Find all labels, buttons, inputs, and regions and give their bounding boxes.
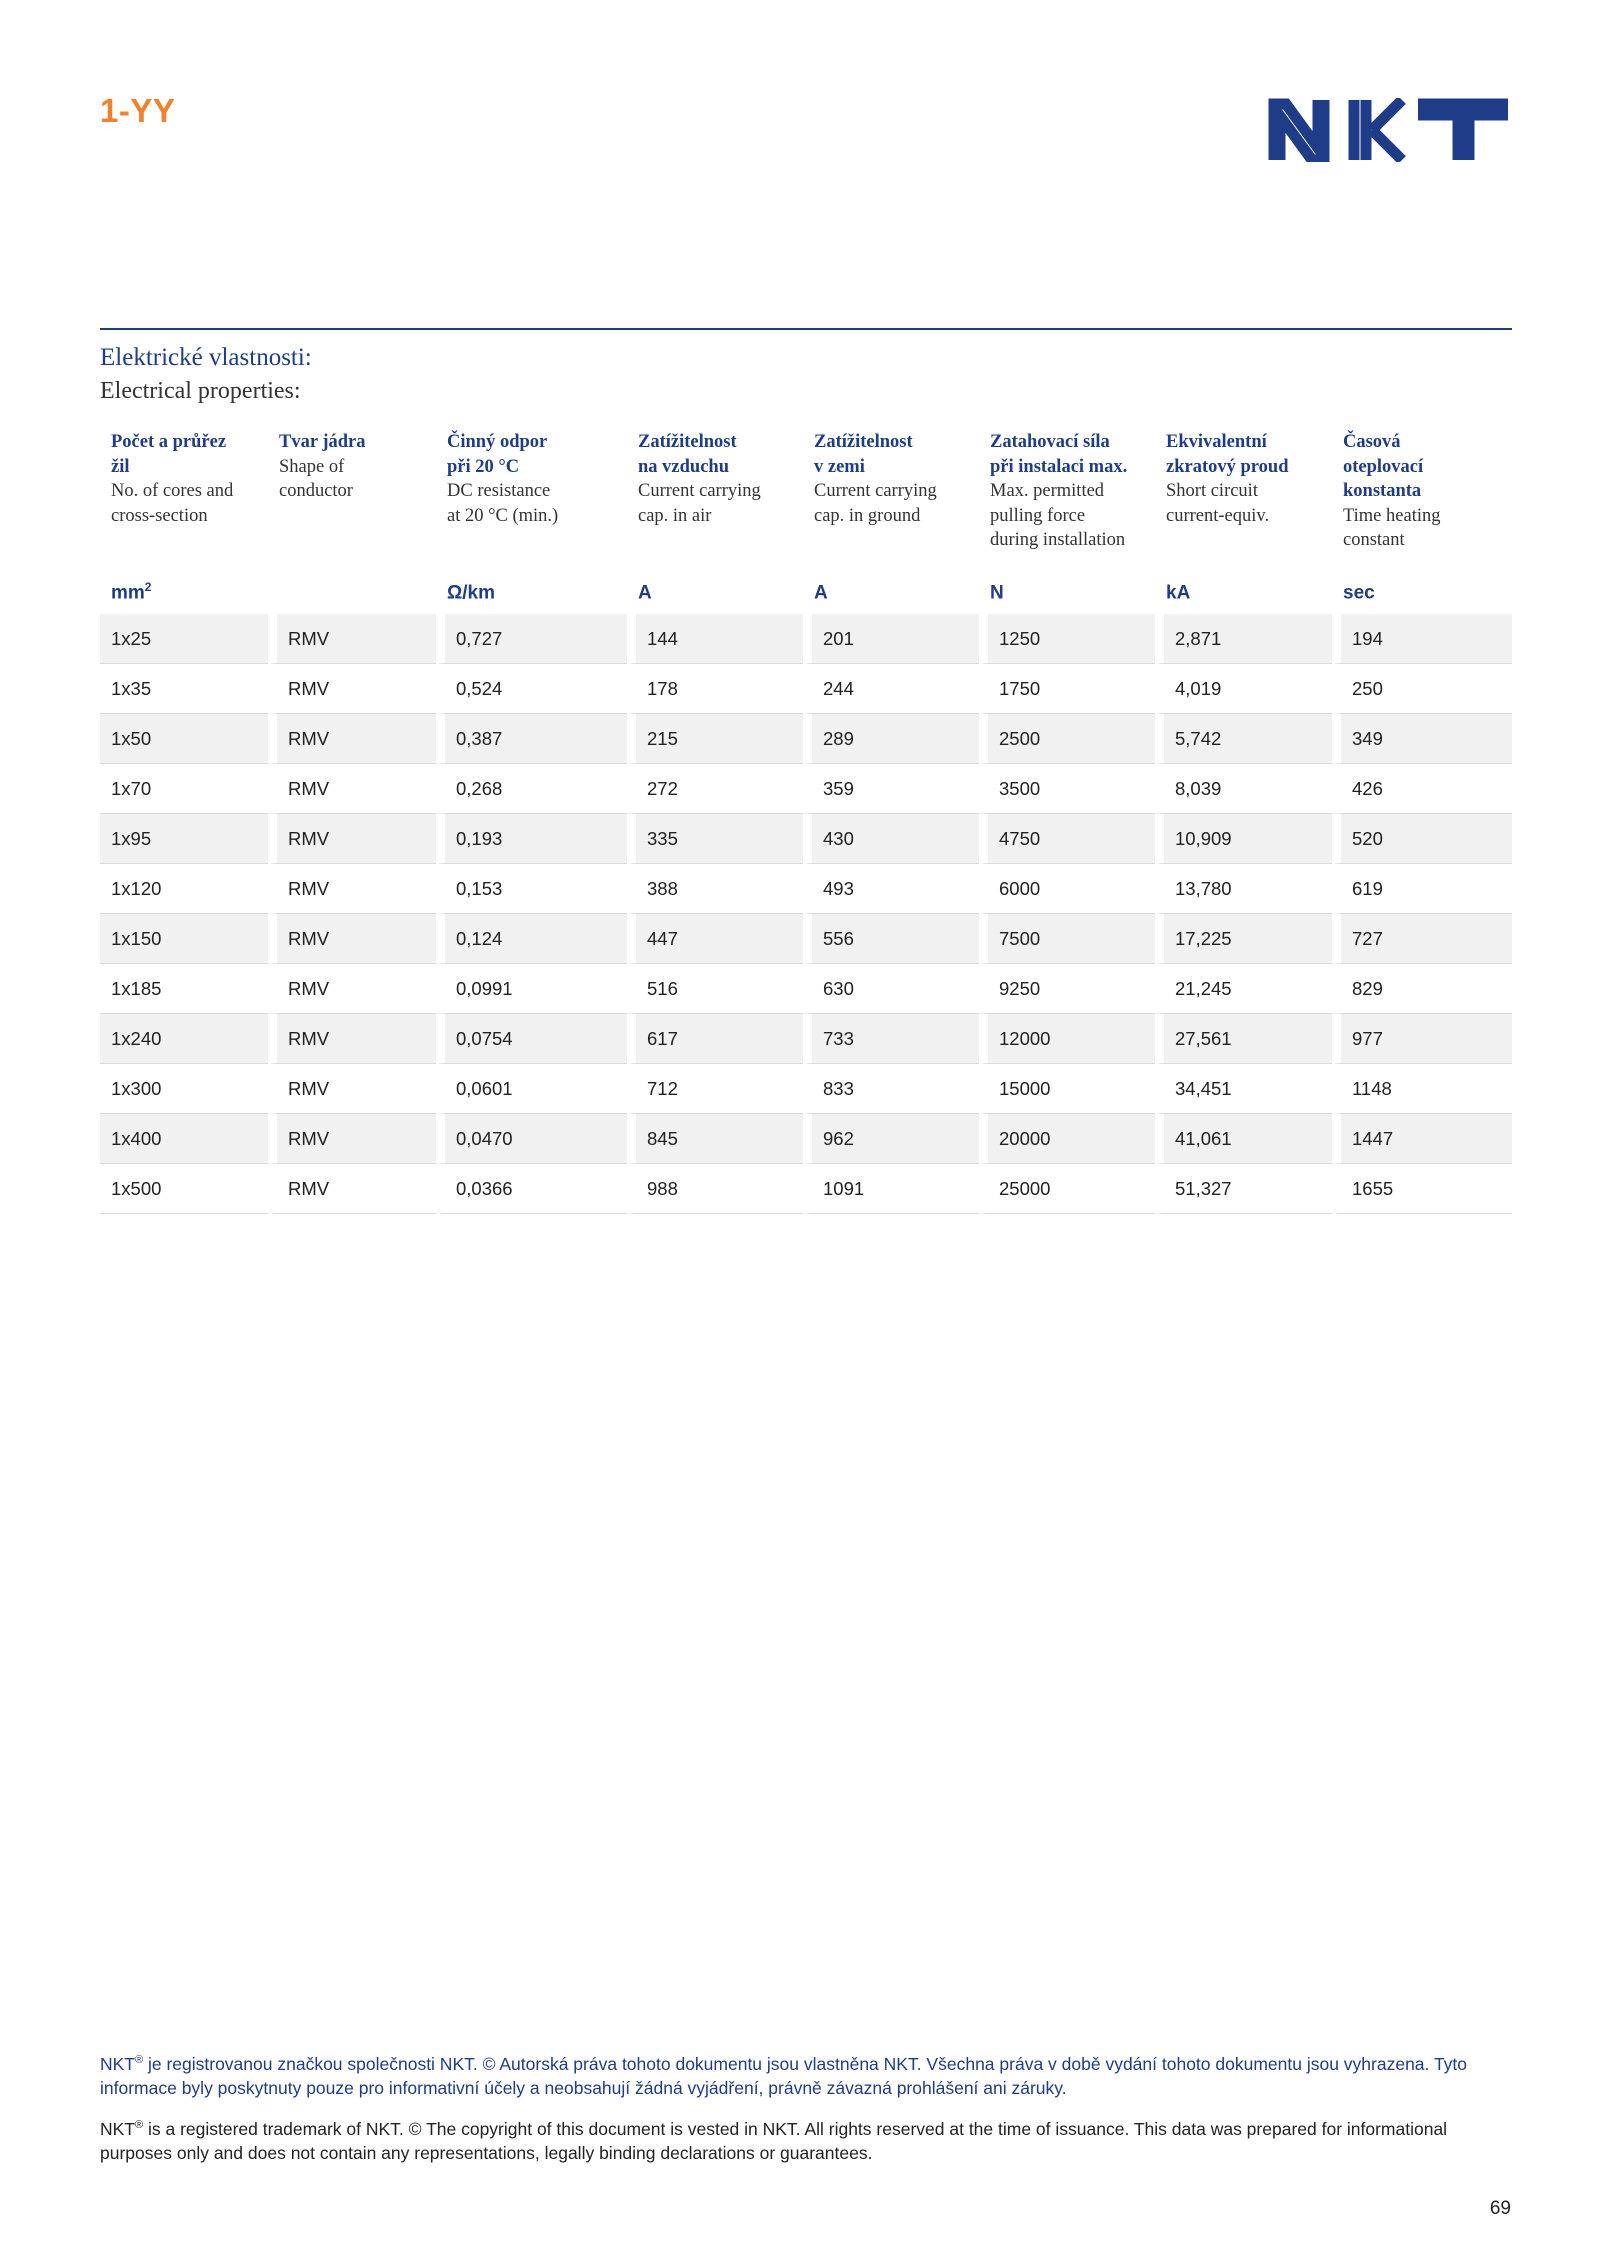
table-cell: 4750 [979,814,1155,864]
table-cell: 1x300 [100,1064,268,1114]
table-cell: 349 [1332,714,1512,764]
header-row [100,430,1512,558]
column-unit [268,558,436,614]
table-cell: 630 [803,964,979,1014]
column-header-cs-line: v zemi [814,456,865,477]
table-cell: 0,0470 [436,1114,627,1164]
table-cell: RMV [268,914,436,964]
table-cell: 1x70 [100,764,268,814]
table-cell: 5,742 [1155,714,1332,764]
column-header [627,430,803,558]
table-cell: RMV [268,664,436,714]
table-cell: 1x500 [100,1164,268,1214]
column-header-cs-line: Činný odpor [447,432,548,452]
table-cell: 0,124 [436,914,627,964]
table-cell: RMV [268,1114,436,1164]
table-cell: 1750 [979,664,1155,714]
column-header-en-line: Max. permitted [990,481,1105,501]
table-cell: 27,561 [1155,1014,1332,1064]
unit-label: sec [1343,582,1375,603]
footer-disclaimer-cs [100,2048,1500,2100]
column-unit [436,558,627,614]
column-header-en-line: Shape of [279,456,345,477]
table-cell: 727 [1332,914,1512,964]
column-header-en-line: pulling force [990,505,1086,526]
column-header-cs-line: Ekvivalentní [1166,432,1267,452]
table-cell: 21,245 [1155,964,1332,1014]
table-cell: RMV [268,1064,436,1114]
table-cell: 1x400 [100,1114,268,1164]
table-cell: 0,153 [436,864,627,914]
table-cell: 215 [627,714,803,764]
table-cell: 0,268 [436,764,627,814]
column-header [1155,430,1332,558]
table-cell: 2500 [979,714,1155,764]
table-cell: 51,327 [1155,1164,1332,1214]
table-cell: 0,0754 [436,1014,627,1064]
unit-label: A [814,582,828,603]
table-cell: 426 [1332,764,1512,814]
table-cell: 1x120 [100,864,268,914]
table-cell: RMV [268,964,436,1014]
table-cell: 556 [803,914,979,964]
footer-brand-en: NKT [100,2118,135,2139]
table-cell: 430 [803,814,979,864]
table-cell: 977 [1332,1014,1512,1064]
table-cell: 15000 [979,1064,1155,1114]
table-row [100,1064,1512,1114]
column-header-en-line: current-equiv. [1166,505,1270,526]
unit-label: Ω/km [447,582,495,603]
table-cell: 1x50 [100,714,268,764]
table-cell: 1x95 [100,814,268,864]
table-row [100,864,1512,914]
column-header-en-line: conductor [279,481,353,501]
registered-mark-cs: ® [135,2054,144,2066]
table-cell: 1250 [979,614,1155,664]
column-header-cs-line: Časová [1343,432,1401,452]
column-header-cs-line: Tvar jádra [279,432,366,452]
column-header-en-line: Current carrying [814,481,937,501]
unit-label: N [990,582,1004,603]
table-cell: 0,727 [436,614,627,664]
table-row [100,1164,1512,1214]
table-cell: 17,225 [1155,914,1332,964]
table-cell: 516 [627,964,803,1014]
column-header-cs-line: Zatížitelnost [638,432,737,452]
table-cell: 10,909 [1155,814,1332,864]
column-header-en-line: cap. in air [638,505,712,526]
column-header [1332,430,1512,558]
table-cell: 617 [627,1014,803,1064]
column-header-en-line: DC resistance [447,481,551,501]
unit-label: kA [1166,582,1191,603]
table-cell: 493 [803,864,979,914]
column-header-en-line: cap. in ground [814,505,921,526]
column-header [979,430,1155,558]
column-header-en-line: cross-section [111,505,208,526]
table-row [100,714,1512,764]
column-header-en-line: at 20 °C (min.) [447,505,559,526]
column-header-en-line: Current carrying [638,481,761,501]
table-cell: 1x150 [100,914,268,964]
table-cell: 1655 [1332,1164,1512,1214]
table-cell: 0,193 [436,814,627,864]
table-cell: 520 [1332,814,1512,864]
table-cell: RMV [268,714,436,764]
column-header [268,430,436,558]
section-title-en: Electrical properties: [100,378,301,404]
column-unit [1332,558,1512,614]
column-header-cs-line: Zatahovací síla [990,432,1110,452]
table-cell: 3500 [979,764,1155,814]
table-cell: 13,780 [1155,864,1332,914]
table-cell: 194 [1332,614,1512,664]
table-cell: 1x240 [100,1014,268,1064]
column-unit [100,558,268,614]
table-cell: 359 [803,764,979,814]
table-cell: 1x25 [100,614,268,664]
column-header-cs-line: Zatížitelnost [814,432,913,452]
table-row [100,1114,1512,1164]
electrical-properties-table [100,430,1512,1214]
table-cell: 41,061 [1155,1114,1332,1164]
page-number: 69 [1489,2198,1511,2219]
table-cell: 9250 [979,964,1155,1014]
column-unit [803,558,979,614]
table-cell: RMV [268,764,436,814]
table-cell: 0,0601 [436,1064,627,1114]
unit-label: mm [111,582,145,603]
column-header-en-line: constant [1343,530,1405,550]
column-header-cs-line: při 20 °C [447,456,520,477]
table-cell: 0,0991 [436,964,627,1014]
registered-mark-en: ® [135,2119,144,2131]
units-row [100,558,1512,614]
footer-brand-cs: NKT [100,2053,135,2074]
footer-text-en: is a registered trademark of NKT. © The copyright of this document is vested in NKT. All rights reserved at the time of issuance. This data was prepared for informational purposes only and does not contain any representations, legally binding declarations or guarantees. [100,2118,1448,2163]
column-header-en-line: Time heating [1343,505,1441,526]
table-cell: 962 [803,1114,979,1164]
table-cell: 178 [627,664,803,714]
nkt-logo [1268,98,1512,162]
table-cell: 1x35 [100,664,268,714]
unit-superscript: 2 [144,579,152,594]
table-cell: 0,0366 [436,1164,627,1214]
column-header-cs-line: na vzduchu [638,456,729,477]
table-cell: 1x185 [100,964,268,1014]
table-cell: 20000 [979,1114,1155,1164]
table-cell: 829 [1332,964,1512,1014]
table-cell: 447 [627,914,803,964]
column-unit [627,558,803,614]
section-divider [100,328,1512,330]
table-cell: 2,871 [1155,614,1332,664]
column-unit [979,558,1155,614]
table-cell: RMV [268,864,436,914]
table-row [100,814,1512,864]
table-cell: 0,524 [436,664,627,714]
table-cell: 34,451 [1155,1064,1332,1114]
table-cell: 272 [627,764,803,814]
column-header-cs-line: konstanta [1343,481,1422,501]
column-header [436,430,627,558]
table-cell: RMV [268,1014,436,1064]
document-title: 1-YY [100,92,176,129]
table-cell: 201 [803,614,979,664]
footer-disclaimer-en [100,2113,1500,2165]
table-cell: 289 [803,714,979,764]
table-cell: 12000 [979,1014,1155,1064]
column-header-en-line: during installation [990,530,1126,550]
table-cell: RMV [268,614,436,664]
table-cell: 335 [627,814,803,864]
column-header-cs-line: žil [111,456,130,477]
table-cell: 250 [1332,664,1512,714]
table-cell: 619 [1332,864,1512,914]
column-header-en-line: Short circuit [1166,481,1258,501]
column-unit [1155,558,1332,614]
table-row [100,664,1512,714]
table-cell: RMV [268,1164,436,1214]
table-cell: 4,019 [1155,664,1332,714]
table-row [100,1014,1512,1064]
column-header [803,430,979,558]
table-cell: 712 [627,1064,803,1114]
unit-label: A [638,582,652,603]
table-row [100,614,1512,664]
column-header-cs-line: při instalaci max. [990,456,1128,477]
table-cell: 1091 [803,1164,979,1214]
table-cell: 388 [627,864,803,914]
table-cell: 1148 [1332,1064,1512,1114]
table-cell: 845 [627,1114,803,1164]
table-cell: 988 [627,1164,803,1214]
column-header-en-line: No. of cores and [111,481,234,501]
table-cell: 6000 [979,864,1155,914]
column-header [100,430,268,558]
section-title-cs: Elektrické vlastnosti: [100,344,312,371]
table-cell: 25000 [979,1164,1155,1214]
table-cell: 733 [803,1014,979,1064]
footer-text-cs: je registrovanou značkou společnosti NKT. © Autorská práva tohoto dokumentu jsou vlastněna NKT. Všechna práva v době vydání tohoto dokumentu jsou vyhrazena. Tyto informace byly poskytnuty pouze pro informativní účely a neobsahují žádná vyjádření, právně závazná prohlášení ani záruky. [100,2053,1468,2098]
table-cell: 7500 [979,914,1155,964]
table-body [100,614,1512,1214]
column-header-cs-line: Počet a průřez [111,432,227,452]
table-cell: 144 [627,614,803,664]
table-cell: 833 [803,1064,979,1114]
table-cell: 1447 [1332,1114,1512,1164]
table-cell: 8,039 [1155,764,1332,814]
column-header-cs-line: zkratový proud [1166,456,1289,477]
table-cell: 0,387 [436,714,627,764]
table-cell: RMV [268,814,436,864]
table-row [100,914,1512,964]
table-row [100,764,1512,814]
table-row [100,964,1512,1014]
column-header-cs-line: oteplovací [1343,456,1424,477]
table-cell: 244 [803,664,979,714]
